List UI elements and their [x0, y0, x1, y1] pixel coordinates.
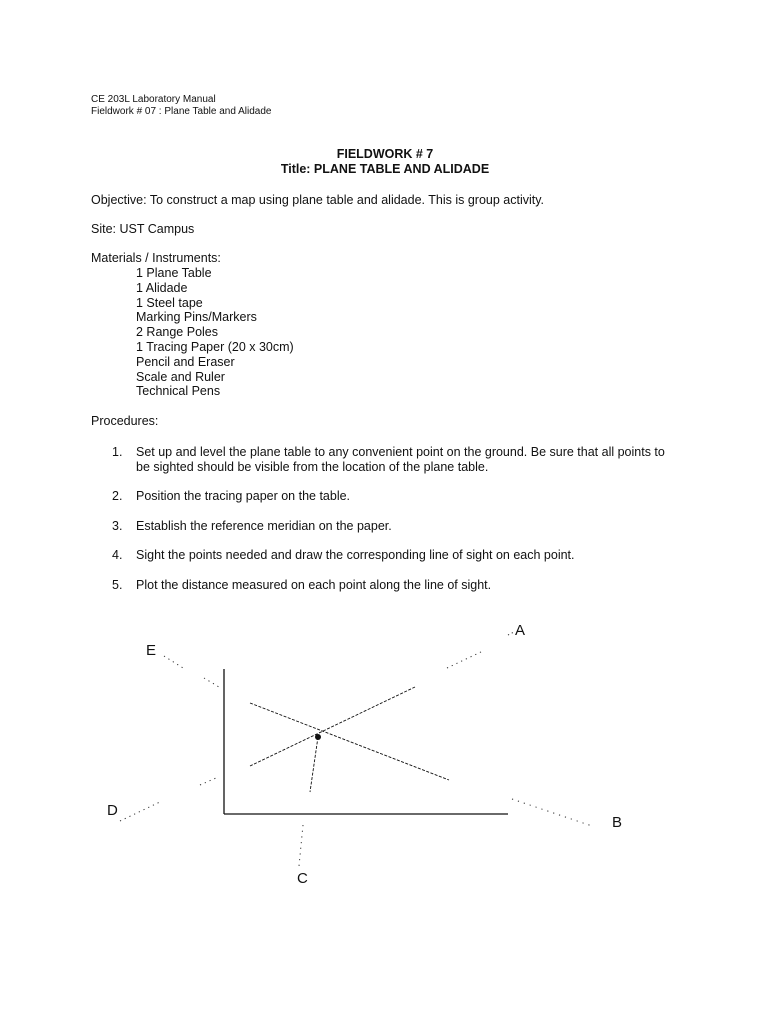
step-number: 1. [112, 445, 123, 459]
materials-item: 1 Tracing Paper (20 x 30cm) [136, 339, 294, 354]
procedures-heading: Procedures: [91, 414, 159, 428]
step-number: 5. [112, 578, 123, 592]
materials-item: 1 Alidade [136, 280, 188, 295]
point-label-e: E [146, 642, 157, 659]
sight-extension-e [204, 678, 219, 687]
materials-item: Technical Pens [136, 384, 221, 399]
sight-extension-d [200, 778, 216, 785]
step-text: Sight the points needed and draw the corresponding line of sight on each point. [136, 548, 575, 562]
sight-extension-e [164, 656, 183, 668]
sight-extension-d [120, 801, 162, 821]
sight-extension-a [508, 632, 514, 635]
materials-heading: Materials / Instruments: [91, 251, 221, 265]
step-text: Set up and level the plane table to any convenient point on the ground. Be sure that all points to [136, 445, 665, 459]
materials-item: 1 Steel tape [136, 295, 203, 310]
step-number: 2. [112, 489, 123, 503]
point-label-b: B [612, 814, 623, 831]
sight-extension-b [512, 799, 592, 826]
point-label-a: A [515, 622, 526, 639]
site-text: Site: UST Campus [91, 222, 195, 236]
header-manual-title: CE 203L Laboratory Manual [91, 94, 216, 105]
fieldwork-number: FIELDWORK # 7 [336, 147, 434, 161]
step-number: 3. [112, 519, 123, 533]
sight-extension-c [299, 825, 303, 866]
objective-text: Objective: To construct a map using plane table and alidade. This is group activity. [91, 193, 545, 207]
ray-to-c [310, 737, 318, 792]
sight-extension-a [447, 651, 483, 668]
materials-item: Scale and Ruler [136, 369, 225, 384]
materials-item: 1 Plane Table [136, 266, 212, 280]
step-text: Position the tracing paper on the table. [136, 489, 351, 503]
step-text: be sighted should be visible from the location of the plane table. [136, 460, 489, 474]
materials-item: 2 Range Poles [136, 325, 219, 340]
step-text: Establish the reference meridian on the paper. [136, 519, 392, 533]
header-fieldwork-title: Fieldwork # 07 : Plane Table and Alidade [91, 106, 272, 117]
materials-item: Marking Pins/Markers [136, 310, 257, 325]
step-number: 4. [112, 548, 123, 562]
ray-to-a [250, 687, 415, 766]
step-text: Plot the distance measured on each point along the line of sight. [136, 578, 492, 592]
point-label-d: D [107, 802, 118, 819]
ray-to-b [250, 703, 449, 780]
fieldwork-title: Title: PLANE TABLE AND ALIDADE [280, 162, 490, 176]
materials-item: Pencil and Eraser [136, 354, 235, 369]
point-label-c: C [297, 870, 308, 887]
station-point [315, 734, 321, 740]
